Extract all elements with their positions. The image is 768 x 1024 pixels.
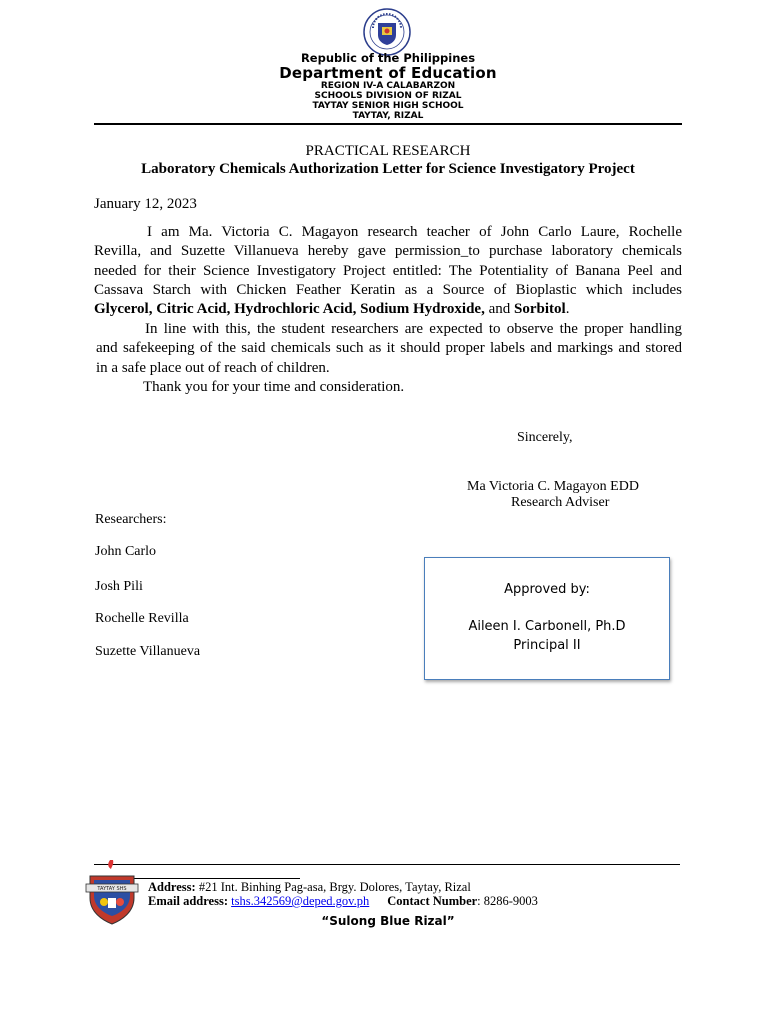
approval-box — [424, 557, 670, 680]
researcher-name: John Carlo — [95, 544, 157, 559]
paragraph-text: . — [565, 301, 570, 318]
footer-contact-line — [148, 894, 538, 909]
email-label: Email address: — [148, 894, 228, 908]
paragraph-permission — [94, 223, 682, 319]
department-heading: Department of Education — [279, 64, 497, 82]
paragraph-thanks — [94, 378, 682, 397]
letter-subject: PRACTICAL RESEARCH — [305, 143, 471, 159]
approval-label: Approved by: — [504, 582, 590, 597]
republic-heading: Republic of the Philippines — [300, 51, 476, 65]
school-heading: TAYTAY SENIOR HIGH SCHOOL — [312, 101, 464, 111]
header-divider — [94, 123, 682, 125]
researchers-label: Researchers: — [95, 512, 167, 527]
signatory-name: Ma Victoria C. Magayon EDD — [467, 479, 639, 494]
school-motto: “Sulong Blue Rizal” — [321, 914, 455, 928]
deped-seal-icon — [363, 8, 411, 56]
signatory-role: Research Adviser — [511, 495, 610, 510]
closing: Sincerely, — [517, 430, 573, 445]
letter-date: January 12, 2023 — [94, 196, 197, 212]
svg-text:TAYTAY SHS: TAYTAY SHS — [97, 886, 127, 892]
paragraph-line — [94, 300, 682, 319]
address-label: Address: — [148, 880, 196, 894]
paragraph-line: and safekeeping of the said chemicals such as it should proper labels and markings and stored — [96, 340, 682, 357]
contact-label: Contact Number — [387, 894, 478, 908]
paragraph-text: I am Ma. Victoria C. Magayon research teacher of John Carlo Laure, Rochelle — [147, 224, 682, 240]
email-link[interactable]: tshs.342569@deped.gov.ph — [231, 894, 370, 908]
paragraph-line — [96, 320, 682, 339]
approver-name: Aileen I. Carbonell, Ph.D — [468, 619, 626, 634]
chemicals-list: Glycerol, Citric Acid, Hydrochloric Acid, Sodium Hydroxide, — [94, 301, 485, 318]
researcher-name: Rochelle Revilla — [95, 611, 189, 626]
paragraph-text: Thank you for your time and consideration. — [143, 379, 405, 395]
region-heading: REGION IV-A CALABARZON — [320, 81, 456, 91]
letter-title: Laboratory Chemicals Authorization Letter for Science Investigatory Project — [141, 161, 635, 177]
footer-address — [148, 880, 471, 895]
paragraph-text: In line with this, the student researchers are expected to observe the proper handling — [145, 321, 682, 337]
paragraph-text: and — [484, 301, 514, 318]
division-heading: SCHOOLS DIVISION OF RIZAL — [314, 91, 462, 101]
chemical-sorbitol: Sorbitol — [514, 301, 566, 318]
paragraph-line — [94, 223, 682, 242]
paragraph-line: needed for their Science Investigatory Project entitled: The Potentiality of Banana Peel and — [94, 262, 682, 279]
address-value: #21 Int. Binhing Pag-asa, Brgy. Dolores, Taytay, Rizal — [198, 880, 471, 894]
footer-divider — [94, 864, 680, 865]
paragraph-line: in a safe place out of reach of children. — [96, 359, 330, 376]
location-heading: TAYTAY, RIZAL — [352, 111, 424, 121]
approver-role: Principal II — [513, 638, 581, 653]
paragraph-handling — [96, 320, 682, 378]
paragraph-line: Cassava Starch with Chicken Feather Keratin as a Source of Bioplastic which includes — [94, 281, 682, 298]
researcher-name: Suzette Villanueva — [95, 644, 201, 659]
contact-value: : 8286-9003 — [477, 894, 538, 908]
researcher-name: Josh Pili — [95, 579, 143, 594]
paragraph-line: Revilla, and Suzette Villanueva hereby gave permission_to purchase laboratory chemicals — [94, 243, 682, 260]
